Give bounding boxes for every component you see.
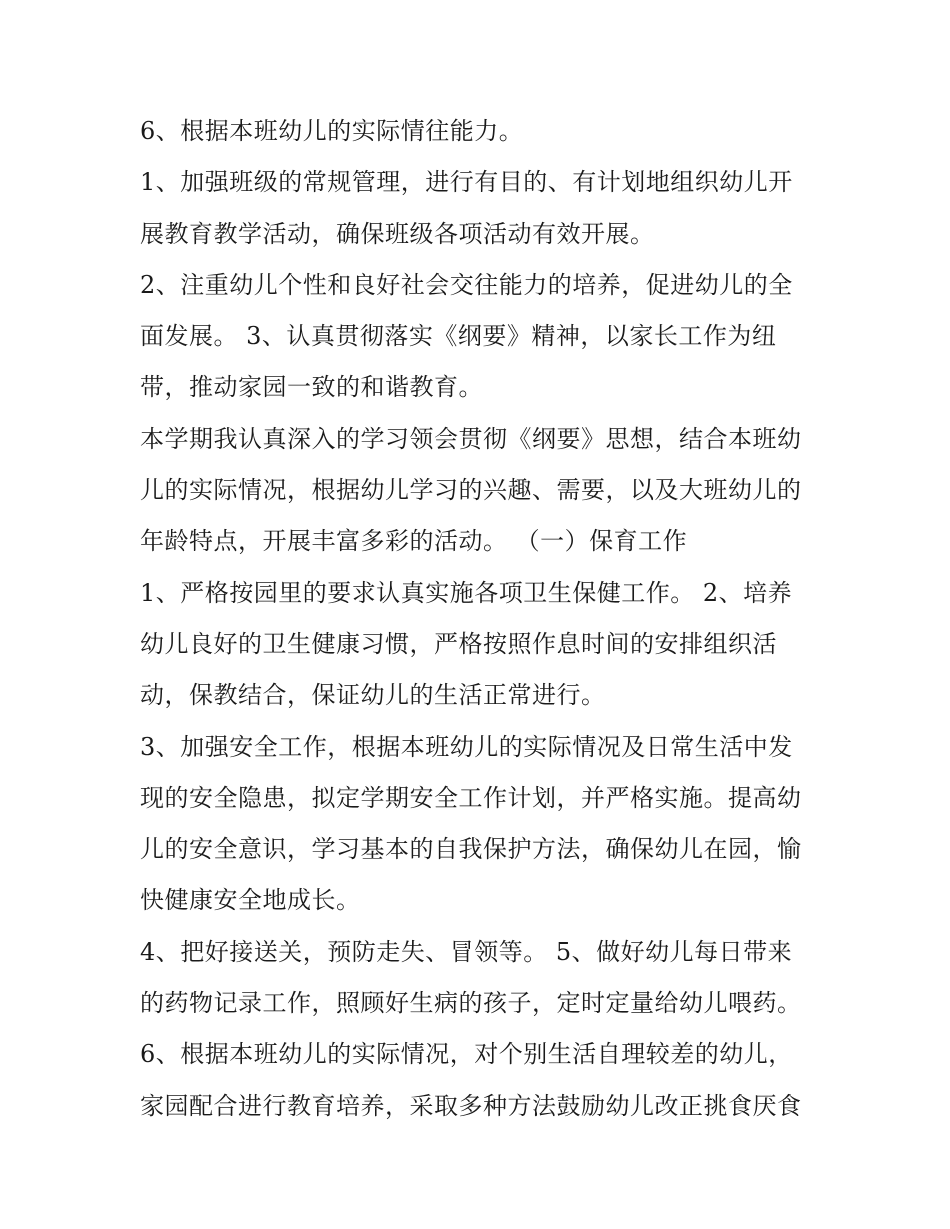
text-line: 4、把好接送关，预防走失、冒领等。 5、做好幼儿每日带来 xyxy=(140,937,793,966)
text-line: 6、根据本班幼儿的实际情往能力。 xyxy=(140,117,524,145)
text-line: 本学期我认真深入的学习领会贯彻《纲要》思想，结合本班幼 xyxy=(140,424,802,453)
text-line: 带，推动家园一致的和谐教育。 xyxy=(140,373,483,402)
text-line: 快健康安全地成长。 xyxy=(140,886,361,915)
text-line: 2、注重幼儿个性和良好社会交往能力的培养，促进幼儿的全 xyxy=(140,270,793,299)
text-line: 6、根据本班幼儿的实际情况，对个别生活自理较差的幼儿， xyxy=(140,1040,793,1069)
text-line: 的药物记录工作，照顾好生病的孩子，定时定量给幼儿喂药。 xyxy=(140,989,802,1018)
paragraph-2 xyxy=(140,157,820,260)
text-line: 3、加强安全工作，根据本班幼儿的实际情况及日常生活中发 xyxy=(140,732,793,761)
text-line: 家园配合进行教育培养，采取多种方法鼓励幼儿改正挑食厌食 xyxy=(140,1091,802,1120)
paragraph-5 xyxy=(140,568,820,722)
text-line: 儿的安全意识，学习基本的自我保护方法，确保幼儿在园，愉 xyxy=(140,835,802,864)
paragraph-8 xyxy=(140,1029,820,1132)
text-line: 动，保教结合，保证幼儿的生活正常进行。 xyxy=(140,681,606,710)
document-body xyxy=(140,106,820,1132)
text-line: 展教育教学活动，确保班级各项活动有效开展。 xyxy=(140,219,655,248)
text-line: 现的安全隐患，拟定学期安全工作计划，并严格实施。提高幼 xyxy=(140,783,802,812)
text-line: 幼儿良好的卫生健康习惯，严格按照作息时间的安排组织活 xyxy=(140,629,777,658)
paragraph-3 xyxy=(140,260,820,414)
paragraph-6 xyxy=(140,722,820,927)
text-line: 1、严格按园里的要求认真实施各项卫生保健工作。 2、培养 xyxy=(140,578,793,607)
paragraph-4 xyxy=(140,414,820,568)
text-line: 1、加强班级的常规管理，进行有目的、有计划地组织幼儿开 xyxy=(140,168,793,197)
paragraph-1 xyxy=(140,106,820,157)
paragraph-7 xyxy=(140,927,820,1030)
text-line: 年龄特点，开展丰富多彩的活动。 （一）保育工作 xyxy=(140,527,688,556)
text-line: 儿的实际情况，根据幼儿学习的兴趣、需要，以及大班幼儿的 xyxy=(140,476,802,505)
text-line: 面发展。 3、认真贯彻落实《纲要》精神，以家长工作为纽 xyxy=(140,322,777,351)
